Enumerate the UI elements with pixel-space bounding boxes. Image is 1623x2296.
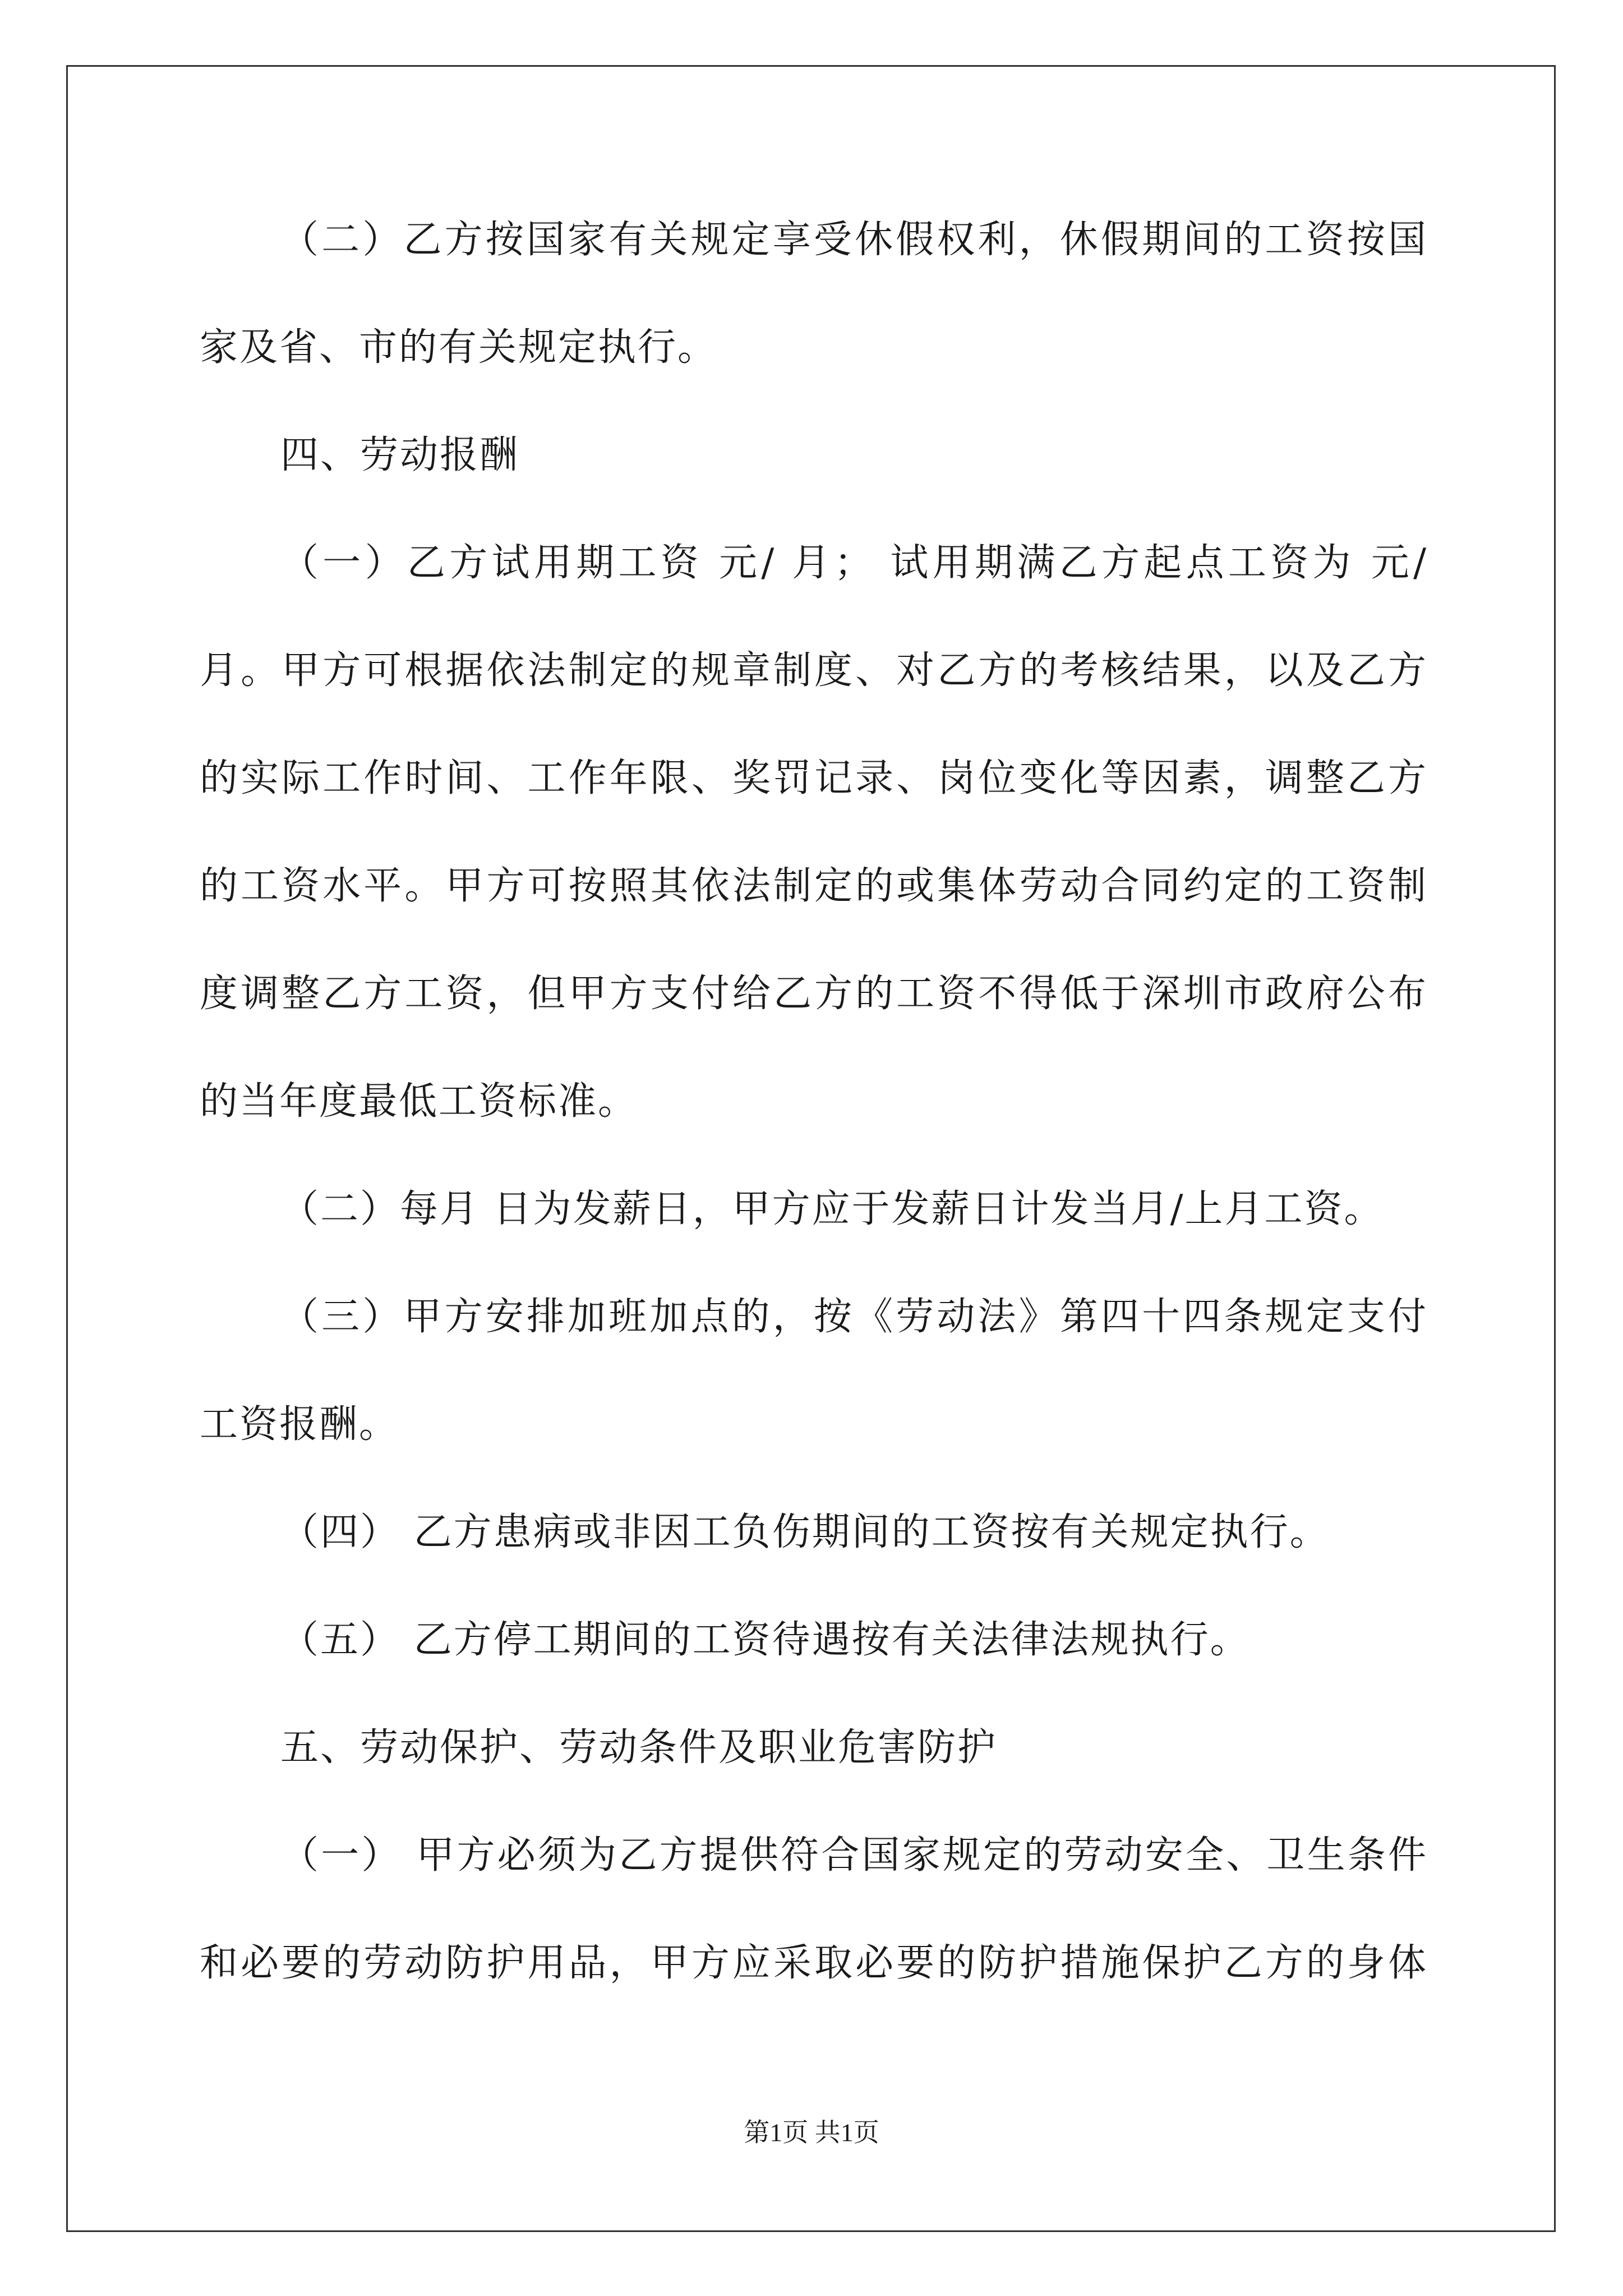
paragraph-line: 的工资水平。甲方可按照其依法制定的或集体劳动合同约定的工资制 <box>200 864 1428 908</box>
paragraph-line: 家及省、市的有关规定执行。 <box>200 325 718 370</box>
page-border <box>66 65 1556 2232</box>
paragraph-line: 工资报酬。 <box>200 1402 399 1447</box>
paragraph-line: （四） 乙方患病或非因工负伤期间的工资按有关规定执行。 <box>280 1510 1330 1554</box>
paragraph-line: 和必要的劳动防护用品，甲方应采取必要的防护措施保护乙方的身体 <box>200 1941 1428 1985</box>
paragraph-line: （五） 乙方停工期间的工资待遇按有关法律法规执行。 <box>280 1618 1250 1662</box>
paragraph-line: （一）乙方试用期工资 元/ 月； 试用期满乙方起点工资为 元/ <box>280 541 1428 585</box>
paragraph-line: （二）乙方按国家有关规定享受休假权利，休假期间的工资按国 <box>280 218 1428 262</box>
paragraph-line: （一） 甲方必须为乙方提供符合国家规定的劳动安全、卫生条件 <box>280 1833 1428 1878</box>
paragraph-line: 月。甲方可根据依法制定的规章制度、对乙方的考核结果，以及乙方 <box>200 648 1428 693</box>
page-footer: 第1页 共1页 <box>744 2118 879 2147</box>
section-heading: 五、劳动保护、劳动条件及职业危害防护 <box>280 1726 998 1770</box>
section-heading: 四、劳动报酬 <box>280 433 520 477</box>
paragraph-line: （三）甲方安排加班加点的，按《劳动法》第四十四条规定支付 <box>280 1295 1428 1339</box>
paragraph-line: （二）每月 日为发薪日，甲方应于发薪日计发当月/上月工资。 <box>280 1187 1384 1231</box>
paragraph-line: 的实际工作时间、工作年限、奖罚记录、岗位变化等因素，调整乙方 <box>200 756 1428 800</box>
paragraph-line: 的当年度最低工资标准。 <box>200 1079 638 1124</box>
paragraph-line: 度调整乙方工资，但甲方支付给乙方的工资不得低于深圳市政府公布 <box>200 972 1428 1016</box>
